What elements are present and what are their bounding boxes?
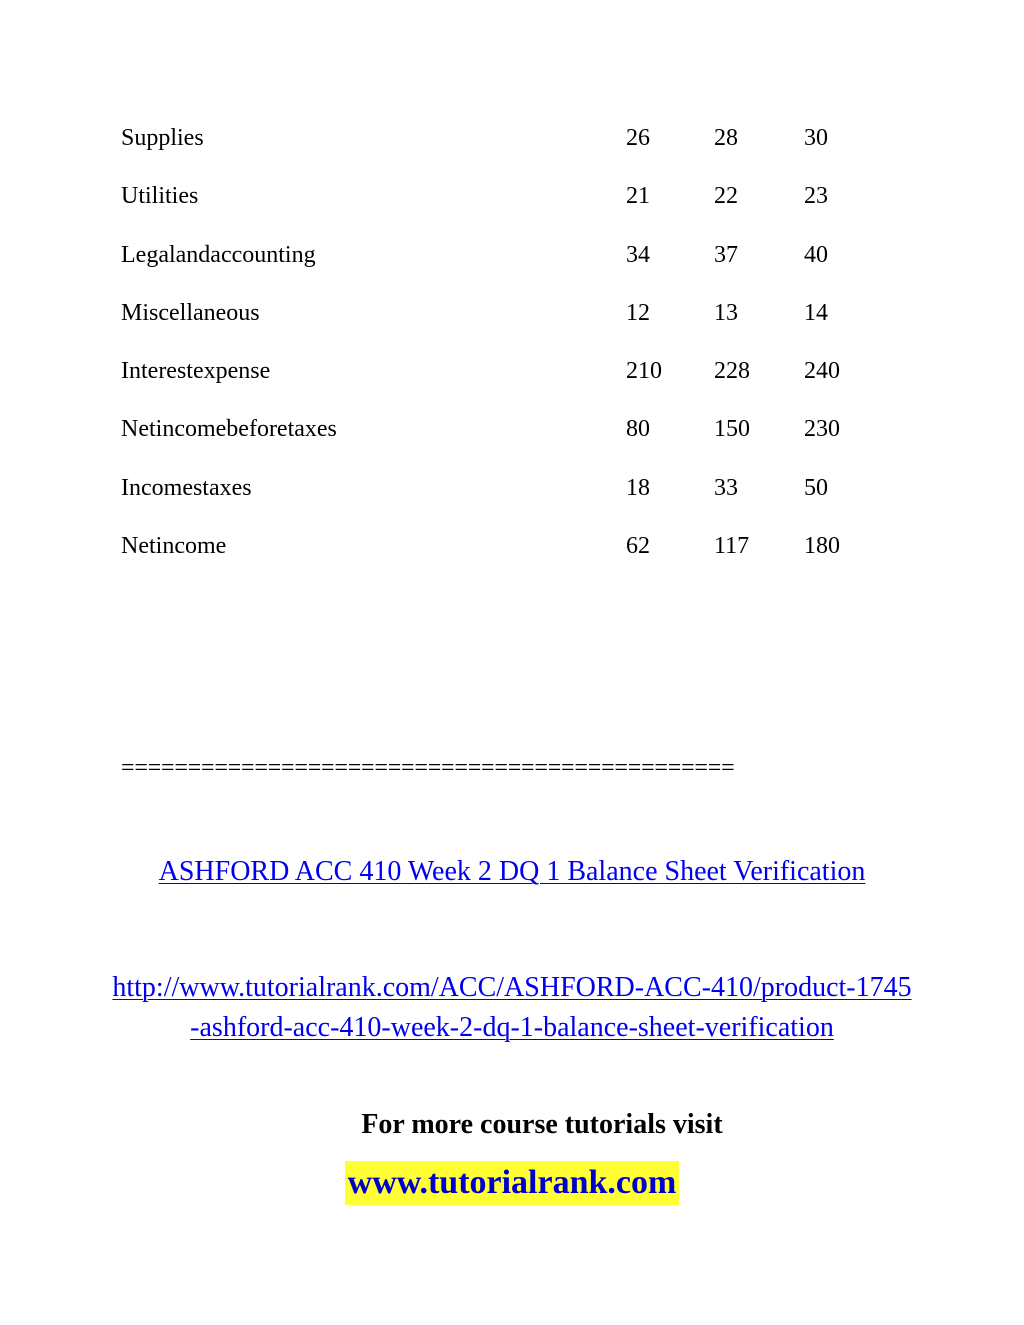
row-value-1: 80 <box>626 416 650 443</box>
row-value-1: 34 <box>626 241 650 268</box>
table-row <box>121 409 901 467</box>
row-value-3: 180 <box>804 533 840 560</box>
row-label: Netincomebeforetaxes <box>121 416 337 443</box>
row-value-2: 228 <box>714 358 750 385</box>
table-row <box>121 235 901 293</box>
row-value-3: 50 <box>804 474 828 501</box>
row-label: Miscellaneous <box>121 299 260 326</box>
site-link-container <box>0 1161 1024 1205</box>
row-value-2: 150 <box>714 416 750 443</box>
separator-line: ============================================== <box>121 755 735 781</box>
table-row <box>121 118 901 176</box>
table-row <box>121 468 901 526</box>
row-value-3: 30 <box>804 125 828 151</box>
table-row <box>121 176 901 234</box>
row-value-1: 62 <box>626 533 650 560</box>
row-value-3: 14 <box>804 299 828 326</box>
tutorial-title-link[interactable]: ASHFORD ACC 410 Week 2 DQ 1 Balance Sheet Verification <box>158 856 866 887</box>
row-value-2: 33 <box>714 474 738 501</box>
row-value-2: 28 <box>714 125 738 151</box>
row-value-3: 40 <box>804 241 828 268</box>
row-label: Incomestaxes <box>121 474 252 501</box>
url-link-container <box>112 968 912 1048</box>
row-value-1: 18 <box>626 474 650 501</box>
row-value-2: 117 <box>714 533 750 560</box>
more-tutorials-text: For more course tutorials visit <box>361 1109 723 1140</box>
row-value-3: 230 <box>804 416 840 443</box>
row-value-2: 37 <box>714 241 738 268</box>
row-value-1: 12 <box>626 299 650 326</box>
row-label: Supplies <box>121 125 204 151</box>
row-value-1: 21 <box>626 183 650 210</box>
row-label: Interestexpense <box>121 358 271 385</box>
table-row <box>121 526 901 584</box>
row-label: Utilities <box>121 183 199 210</box>
row-label: Netincome <box>121 533 227 560</box>
site-link[interactable]: www.tutorialrank.com <box>345 1161 680 1205</box>
row-value-3: 23 <box>804 183 828 210</box>
title-link-container <box>0 852 1024 892</box>
row-value-1: 210 <box>626 358 662 385</box>
table-row <box>121 293 901 351</box>
row-value-1: 26 <box>626 125 650 151</box>
row-value-3: 240 <box>804 358 840 385</box>
table-row <box>121 351 901 409</box>
row-value-2: 22 <box>714 183 738 210</box>
expense-table <box>121 118 901 584</box>
row-label: Legalandaccounting <box>121 241 316 268</box>
row-value-2: 13 <box>714 299 738 326</box>
tutorial-url-link[interactable]: http://www.tutorialrank.com/ACC/ASHFORD-ACC-410/product-1745-ashford-acc-410-week-2-dq-1-balance-sheet-verification <box>112 972 912 1043</box>
